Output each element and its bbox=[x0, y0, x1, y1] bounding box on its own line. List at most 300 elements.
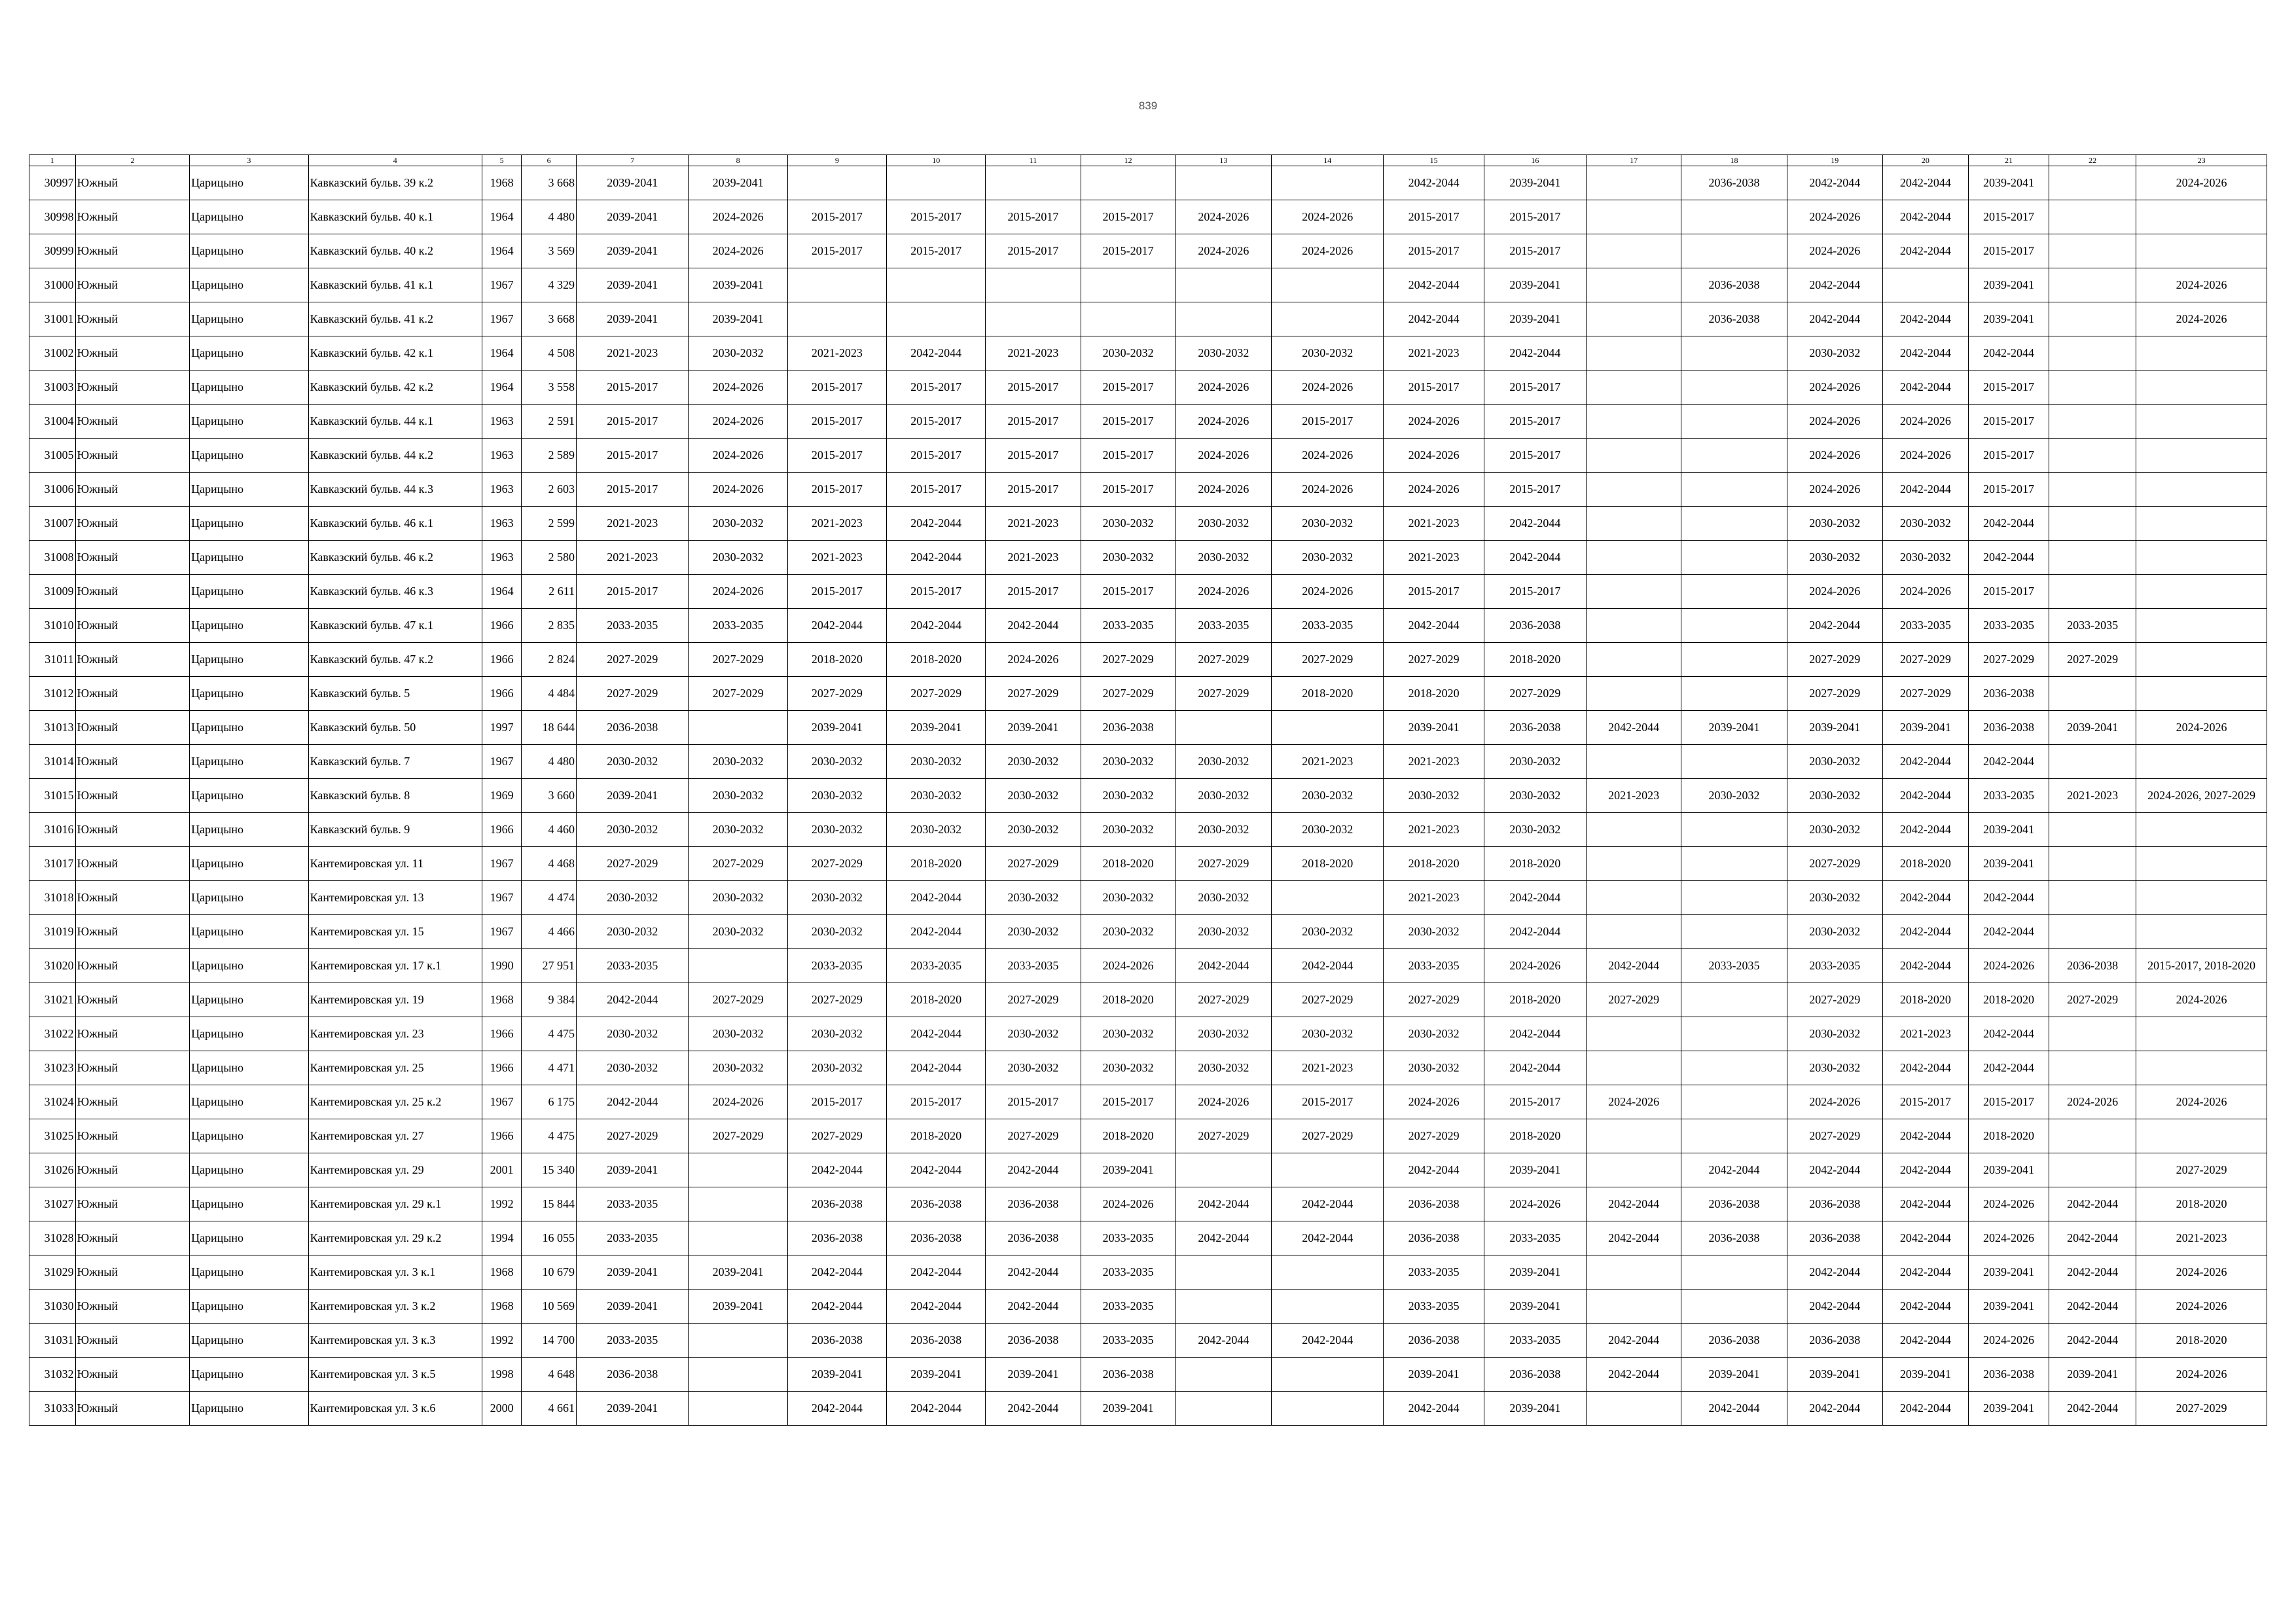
cell-period-17 bbox=[1587, 915, 1681, 949]
cell-period-9: 2015-2017 bbox=[787, 200, 886, 234]
cell-neighborhood: Царицыно bbox=[190, 949, 309, 983]
cell-period-13: 2027-2029 bbox=[1175, 983, 1271, 1017]
cell-year-built: 1966 bbox=[482, 813, 522, 847]
cell-period-7: 2021-2023 bbox=[577, 507, 689, 541]
cell-period-13: 2030-2032 bbox=[1175, 881, 1271, 915]
table-row bbox=[29, 439, 2267, 473]
cell-period-20: 2042-2044 bbox=[1882, 1119, 1968, 1153]
cell-period-9: 2021-2023 bbox=[787, 336, 886, 370]
cell-period-21: 2036-2038 bbox=[1968, 677, 2049, 711]
cell-period-11: 2042-2044 bbox=[986, 1255, 1081, 1290]
cell-period-7: 2042-2044 bbox=[577, 1085, 689, 1119]
cell-period-11: 2015-2017 bbox=[986, 200, 1081, 234]
cell-period-12: 2015-2017 bbox=[1081, 473, 1175, 507]
cell-period-16: 2039-2041 bbox=[1484, 302, 1586, 336]
cell-period-9: 2036-2038 bbox=[787, 1187, 886, 1221]
cell-period-17: 2042-2044 bbox=[1587, 711, 1681, 745]
cell-period-7: 2042-2044 bbox=[577, 983, 689, 1017]
cell-period-14: 2027-2029 bbox=[1272, 1119, 1384, 1153]
cell-period-17 bbox=[1587, 1119, 1681, 1153]
cell-period-9: 2027-2029 bbox=[787, 847, 886, 881]
cell-record-id: 31001 bbox=[29, 302, 76, 336]
cell-period-18: 2036-2038 bbox=[1681, 166, 1787, 200]
column-number-11: 11 bbox=[986, 155, 1081, 166]
cell-period-15: 2021-2023 bbox=[1384, 813, 1484, 847]
column-number-23: 23 bbox=[2136, 155, 2267, 166]
cell-year-built: 1967 bbox=[482, 915, 522, 949]
table-row bbox=[29, 711, 2267, 745]
table-row bbox=[29, 813, 2267, 847]
cell-period-15: 2033-2035 bbox=[1384, 949, 1484, 983]
cell-district: Южный bbox=[75, 473, 189, 507]
cell-period-7: 2030-2032 bbox=[577, 1017, 689, 1051]
column-number-12: 12 bbox=[1081, 155, 1175, 166]
cell-period-17 bbox=[1587, 881, 1681, 915]
cell-period-17 bbox=[1587, 541, 1681, 575]
cell-area: 2 611 bbox=[522, 575, 577, 609]
cell-period-7: 2015-2017 bbox=[577, 370, 689, 405]
cell-period-18 bbox=[1681, 983, 1787, 1017]
cell-area: 3 558 bbox=[522, 370, 577, 405]
cell-period-21: 2015-2017 bbox=[1968, 575, 2049, 609]
cell-period-7: 2039-2041 bbox=[577, 166, 689, 200]
cell-period-14 bbox=[1272, 1153, 1384, 1187]
cell-period-21: 2042-2044 bbox=[1968, 915, 2049, 949]
cell-period-9: 2036-2038 bbox=[787, 1221, 886, 1255]
cell-period-11: 2015-2017 bbox=[986, 439, 1081, 473]
cell-district: Южный bbox=[75, 370, 189, 405]
cell-period-15: 2030-2032 bbox=[1384, 779, 1484, 813]
cell-period-16: 2015-2017 bbox=[1484, 1085, 1586, 1119]
column-number-2: 2 bbox=[75, 155, 189, 166]
cell-address: Кавказский бульв. 47 к.1 bbox=[308, 609, 482, 643]
cell-period-17 bbox=[1587, 166, 1681, 200]
cell-year-built: 1967 bbox=[482, 1085, 522, 1119]
cell-period-18 bbox=[1681, 643, 1787, 677]
column-number-14: 14 bbox=[1272, 155, 1384, 166]
cell-period-22 bbox=[2049, 370, 2136, 405]
cell-period-8: 2030-2032 bbox=[689, 779, 787, 813]
cell-period-16: 2018-2020 bbox=[1484, 1119, 1586, 1153]
cell-record-id: 31011 bbox=[29, 643, 76, 677]
cell-period-11: 2030-2032 bbox=[986, 1051, 1081, 1085]
cell-period-7: 2033-2035 bbox=[577, 1324, 689, 1358]
table-row bbox=[29, 575, 2267, 609]
cell-neighborhood: Царицыно bbox=[190, 370, 309, 405]
cell-area: 4 508 bbox=[522, 336, 577, 370]
cell-period-7: 2027-2029 bbox=[577, 677, 689, 711]
cell-period-16: 2018-2020 bbox=[1484, 983, 1586, 1017]
cell-record-id: 31018 bbox=[29, 881, 76, 915]
cell-period-11: 2021-2023 bbox=[986, 507, 1081, 541]
cell-period-11: 2027-2029 bbox=[986, 677, 1081, 711]
cell-period-10: 2018-2020 bbox=[887, 847, 986, 881]
cell-period-19: 2024-2026 bbox=[1787, 200, 1882, 234]
cell-period-14 bbox=[1272, 881, 1384, 915]
cell-period-13: 2027-2029 bbox=[1175, 677, 1271, 711]
cell-period-9 bbox=[787, 166, 886, 200]
cell-neighborhood: Царицыно bbox=[190, 1358, 309, 1392]
cell-period-19: 2042-2044 bbox=[1787, 609, 1882, 643]
cell-period-21: 2015-2017 bbox=[1968, 473, 2049, 507]
cell-period-12 bbox=[1081, 166, 1175, 200]
cell-period-11: 2015-2017 bbox=[986, 1085, 1081, 1119]
cell-period-9: 2015-2017 bbox=[787, 405, 886, 439]
cell-period-15: 2033-2035 bbox=[1384, 1255, 1484, 1290]
cell-period-11: 2030-2032 bbox=[986, 779, 1081, 813]
cell-period-18 bbox=[1681, 370, 1787, 405]
cell-period-11: 2030-2032 bbox=[986, 813, 1081, 847]
cell-period-7: 2036-2038 bbox=[577, 1358, 689, 1392]
cell-area: 2 599 bbox=[522, 507, 577, 541]
cell-neighborhood: Царицыно bbox=[190, 302, 309, 336]
cell-period-13: 2030-2032 bbox=[1175, 915, 1271, 949]
cell-address: Кантемировская ул. 29 к.2 bbox=[308, 1221, 482, 1255]
cell-period-12: 2015-2017 bbox=[1081, 1085, 1175, 1119]
cell-record-id: 31002 bbox=[29, 336, 76, 370]
cell-period-16: 2039-2041 bbox=[1484, 1255, 1586, 1290]
cell-period-8 bbox=[689, 1153, 787, 1187]
cell-period-12 bbox=[1081, 268, 1175, 302]
cell-period-22 bbox=[2049, 336, 2136, 370]
cell-period-14: 2030-2032 bbox=[1272, 541, 1384, 575]
cell-period-13: 2027-2029 bbox=[1175, 1119, 1271, 1153]
cell-period-11: 2030-2032 bbox=[986, 915, 1081, 949]
cell-period-15: 2036-2038 bbox=[1384, 1221, 1484, 1255]
table-row bbox=[29, 1051, 2267, 1085]
cell-period-21: 2027-2029 bbox=[1968, 643, 2049, 677]
cell-period-16: 2024-2026 bbox=[1484, 949, 1586, 983]
cell-period-14: 2021-2023 bbox=[1272, 745, 1384, 779]
cell-period-10: 2042-2044 bbox=[887, 1051, 986, 1085]
cell-period-23 bbox=[2136, 575, 2267, 609]
cell-period-19: 2030-2032 bbox=[1787, 507, 1882, 541]
cell-period-12: 2015-2017 bbox=[1081, 405, 1175, 439]
cell-period-12: 2033-2035 bbox=[1081, 1221, 1175, 1255]
cell-period-19: 2042-2044 bbox=[1787, 1153, 1882, 1187]
cell-neighborhood: Царицыно bbox=[190, 643, 309, 677]
cell-period-14: 2024-2026 bbox=[1272, 439, 1384, 473]
cell-period-19: 2024-2026 bbox=[1787, 575, 1882, 609]
table-row bbox=[29, 200, 2267, 234]
cell-district: Южный bbox=[75, 200, 189, 234]
cell-record-id: 31029 bbox=[29, 1255, 76, 1290]
cell-period-19: 2030-2032 bbox=[1787, 541, 1882, 575]
table-row bbox=[29, 1119, 2267, 1153]
cell-period-14: 2033-2035 bbox=[1272, 609, 1384, 643]
cell-period-13: 2030-2032 bbox=[1175, 507, 1271, 541]
cell-address: Кавказский бульв. 50 bbox=[308, 711, 482, 745]
table-row bbox=[29, 1392, 2267, 1426]
cell-record-id: 30997 bbox=[29, 166, 76, 200]
cell-period-9: 2030-2032 bbox=[787, 1051, 886, 1085]
cell-year-built: 1969 bbox=[482, 779, 522, 813]
cell-period-19: 2027-2029 bbox=[1787, 677, 1882, 711]
cell-record-id: 31030 bbox=[29, 1290, 76, 1324]
cell-address: Кавказский бульв. 46 к.2 bbox=[308, 541, 482, 575]
cell-period-9: 2030-2032 bbox=[787, 1017, 886, 1051]
table-row bbox=[29, 779, 2267, 813]
cell-period-8: 2027-2029 bbox=[689, 643, 787, 677]
cell-district: Южный bbox=[75, 336, 189, 370]
cell-period-7: 2033-2035 bbox=[577, 1187, 689, 1221]
column-number-5: 5 bbox=[482, 155, 522, 166]
cell-neighborhood: Царицыно bbox=[190, 813, 309, 847]
cell-year-built: 1963 bbox=[482, 541, 522, 575]
cell-period-22 bbox=[2049, 847, 2136, 881]
cell-period-10: 2015-2017 bbox=[887, 370, 986, 405]
cell-area: 6 175 bbox=[522, 1085, 577, 1119]
cell-period-9: 2030-2032 bbox=[787, 881, 886, 915]
table-row bbox=[29, 370, 2267, 405]
cell-period-15: 2021-2023 bbox=[1384, 336, 1484, 370]
cell-neighborhood: Царицыно bbox=[190, 1051, 309, 1085]
cell-period-23 bbox=[2136, 609, 2267, 643]
table-row bbox=[29, 915, 2267, 949]
cell-record-id: 31031 bbox=[29, 1324, 76, 1358]
cell-district: Южный bbox=[75, 1290, 189, 1324]
cell-period-12: 2039-2041 bbox=[1081, 1153, 1175, 1187]
cell-period-8: 2039-2041 bbox=[689, 302, 787, 336]
cell-period-23 bbox=[2136, 541, 2267, 575]
column-number-6: 6 bbox=[522, 155, 577, 166]
cell-period-11: 2015-2017 bbox=[986, 473, 1081, 507]
cell-neighborhood: Царицыно bbox=[190, 983, 309, 1017]
cell-period-23: 2024-2026 bbox=[2136, 166, 2267, 200]
cell-address: Кантемировская ул. 15 bbox=[308, 915, 482, 949]
page-number: 839 bbox=[1138, 99, 1158, 112]
cell-period-9: 2042-2044 bbox=[787, 1153, 886, 1187]
cell-period-18 bbox=[1681, 541, 1787, 575]
cell-period-16: 2039-2041 bbox=[1484, 1290, 1586, 1324]
cell-period-13: 2024-2026 bbox=[1175, 1085, 1271, 1119]
cell-period-12: 2030-2032 bbox=[1081, 1017, 1175, 1051]
cell-period-14: 2024-2026 bbox=[1272, 234, 1384, 268]
table-row bbox=[29, 745, 2267, 779]
cell-period-23: 2015-2017, 2018-2020 bbox=[2136, 949, 2267, 983]
cell-period-18: 2030-2032 bbox=[1681, 779, 1787, 813]
cell-district: Южный bbox=[75, 677, 189, 711]
cell-period-22 bbox=[2049, 677, 2136, 711]
cell-address: Кантемировская ул. 3 к.2 bbox=[308, 1290, 482, 1324]
column-number-20: 20 bbox=[1882, 155, 1968, 166]
cell-period-10: 2042-2044 bbox=[887, 609, 986, 643]
cell-record-id: 31010 bbox=[29, 609, 76, 643]
cell-period-21: 2039-2041 bbox=[1968, 1153, 2049, 1187]
cell-period-7: 2027-2029 bbox=[577, 1119, 689, 1153]
cell-district: Южный bbox=[75, 405, 189, 439]
cell-period-12: 2030-2032 bbox=[1081, 881, 1175, 915]
table-body bbox=[29, 166, 2267, 1426]
cell-period-19: 2030-2032 bbox=[1787, 915, 1882, 949]
cell-area: 14 700 bbox=[522, 1324, 577, 1358]
cell-year-built: 2000 bbox=[482, 1392, 522, 1426]
cell-year-built: 1966 bbox=[482, 1017, 522, 1051]
cell-period-19: 2030-2032 bbox=[1787, 779, 1882, 813]
cell-period-20: 2042-2044 bbox=[1882, 1255, 1968, 1290]
cell-period-21: 2039-2041 bbox=[1968, 1290, 2049, 1324]
cell-period-18 bbox=[1681, 1051, 1787, 1085]
cell-period-17 bbox=[1587, 677, 1681, 711]
table-row bbox=[29, 234, 2267, 268]
cell-period-8: 2024-2026 bbox=[689, 439, 787, 473]
cell-period-21: 2018-2020 bbox=[1968, 1119, 2049, 1153]
column-number-17: 17 bbox=[1587, 155, 1681, 166]
cell-period-22: 2042-2044 bbox=[2049, 1324, 2136, 1358]
cell-district: Южный bbox=[75, 949, 189, 983]
cell-area: 15 340 bbox=[522, 1153, 577, 1187]
cell-period-22 bbox=[2049, 881, 2136, 915]
cell-period-8: 2030-2032 bbox=[689, 745, 787, 779]
cell-period-15: 2042-2044 bbox=[1384, 166, 1484, 200]
cell-period-15: 2030-2032 bbox=[1384, 1051, 1484, 1085]
cell-year-built: 1992 bbox=[482, 1187, 522, 1221]
cell-period-19: 2042-2044 bbox=[1787, 166, 1882, 200]
cell-address: Кавказский бульв. 42 к.1 bbox=[308, 336, 482, 370]
cell-address: Кантемировская ул. 3 к.3 bbox=[308, 1324, 482, 1358]
cell-area: 3 660 bbox=[522, 779, 577, 813]
cell-period-11: 2042-2044 bbox=[986, 1153, 1081, 1187]
cell-period-8 bbox=[689, 1358, 787, 1392]
cell-period-20: 2042-2044 bbox=[1882, 302, 1968, 336]
cell-period-21: 2024-2026 bbox=[1968, 1221, 2049, 1255]
cell-period-9 bbox=[787, 302, 886, 336]
cell-period-16: 2039-2041 bbox=[1484, 166, 1586, 200]
table-row bbox=[29, 336, 2267, 370]
cell-period-11: 2015-2017 bbox=[986, 370, 1081, 405]
cell-period-16: 2030-2032 bbox=[1484, 779, 1586, 813]
cell-period-13: 2024-2026 bbox=[1175, 405, 1271, 439]
cell-period-20: 2042-2044 bbox=[1882, 1324, 1968, 1358]
cell-period-19: 2030-2032 bbox=[1787, 1017, 1882, 1051]
cell-period-22 bbox=[2049, 541, 2136, 575]
cell-period-11 bbox=[986, 302, 1081, 336]
cell-period-12: 2033-2035 bbox=[1081, 609, 1175, 643]
cell-period-10: 2030-2032 bbox=[887, 779, 986, 813]
cell-period-10: 2015-2017 bbox=[887, 200, 986, 234]
cell-period-17 bbox=[1587, 1051, 1681, 1085]
cell-year-built: 1992 bbox=[482, 1324, 522, 1358]
cell-period-15: 2036-2038 bbox=[1384, 1324, 1484, 1358]
cell-period-20: 2018-2020 bbox=[1882, 983, 1968, 1017]
cell-period-11: 2036-2038 bbox=[986, 1324, 1081, 1358]
cell-period-9: 2027-2029 bbox=[787, 677, 886, 711]
cell-period-10: 2015-2017 bbox=[887, 405, 986, 439]
cell-period-11: 2021-2023 bbox=[986, 541, 1081, 575]
cell-district: Южный bbox=[75, 1221, 189, 1255]
cell-period-15: 2042-2044 bbox=[1384, 302, 1484, 336]
cell-period-19: 2042-2044 bbox=[1787, 268, 1882, 302]
cell-area: 2 603 bbox=[522, 473, 577, 507]
cell-neighborhood: Царицыно bbox=[190, 1290, 309, 1324]
cell-district: Южный bbox=[75, 1187, 189, 1221]
cell-period-22: 2042-2044 bbox=[2049, 1290, 2136, 1324]
cell-period-9: 2030-2032 bbox=[787, 779, 886, 813]
cell-period-22 bbox=[2049, 1017, 2136, 1051]
cell-period-18 bbox=[1681, 609, 1787, 643]
cell-period-14: 2021-2023 bbox=[1272, 1051, 1384, 1085]
cell-district: Южный bbox=[75, 813, 189, 847]
cell-period-10: 2018-2020 bbox=[887, 983, 986, 1017]
cell-period-15: 2015-2017 bbox=[1384, 234, 1484, 268]
cell-period-15: 2042-2044 bbox=[1384, 1392, 1484, 1426]
cell-period-7: 2030-2032 bbox=[577, 1051, 689, 1085]
cell-period-18 bbox=[1681, 336, 1787, 370]
cell-period-23: 2024-2026 bbox=[2136, 302, 2267, 336]
cell-period-14: 2042-2044 bbox=[1272, 1187, 1384, 1221]
cell-period-12: 2015-2017 bbox=[1081, 200, 1175, 234]
cell-period-20: 2030-2032 bbox=[1882, 541, 1968, 575]
cell-period-16: 2036-2038 bbox=[1484, 711, 1586, 745]
cell-period-17 bbox=[1587, 1255, 1681, 1290]
cell-period-14: 2027-2029 bbox=[1272, 983, 1384, 1017]
cell-period-21: 2042-2044 bbox=[1968, 507, 2049, 541]
cell-period-16: 2039-2041 bbox=[1484, 268, 1586, 302]
cell-period-9: 2015-2017 bbox=[787, 370, 886, 405]
table-row bbox=[29, 1187, 2267, 1221]
cell-neighborhood: Царицыно bbox=[190, 677, 309, 711]
cell-address: Кантемировская ул. 29 к.1 bbox=[308, 1187, 482, 1221]
cell-period-20: 2030-2032 bbox=[1882, 507, 1968, 541]
cell-period-11: 2021-2023 bbox=[986, 336, 1081, 370]
cell-period-23 bbox=[2136, 507, 2267, 541]
cell-year-built: 1964 bbox=[482, 370, 522, 405]
cell-period-17 bbox=[1587, 200, 1681, 234]
cell-period-14: 2030-2032 bbox=[1272, 1017, 1384, 1051]
cell-period-10: 2027-2029 bbox=[887, 677, 986, 711]
cell-year-built: 1998 bbox=[482, 1358, 522, 1392]
column-number-15: 15 bbox=[1384, 155, 1484, 166]
cell-period-23 bbox=[2136, 1017, 2267, 1051]
cell-record-id: 31013 bbox=[29, 711, 76, 745]
cell-year-built: 1967 bbox=[482, 745, 522, 779]
cell-period-22 bbox=[2049, 1051, 2136, 1085]
cell-period-14 bbox=[1272, 1290, 1384, 1324]
cell-period-7: 2039-2041 bbox=[577, 1392, 689, 1426]
cell-neighborhood: Царицыно bbox=[190, 609, 309, 643]
cell-period-15: 2015-2017 bbox=[1384, 370, 1484, 405]
cell-period-20: 2042-2044 bbox=[1882, 881, 1968, 915]
cell-period-7: 2015-2017 bbox=[577, 473, 689, 507]
cell-neighborhood: Царицыно bbox=[190, 711, 309, 745]
cell-period-23: 2024-2026, 2027-2029 bbox=[2136, 779, 2267, 813]
cell-period-18 bbox=[1681, 473, 1787, 507]
cell-period-22 bbox=[2049, 507, 2136, 541]
cell-district: Южный bbox=[75, 745, 189, 779]
cell-record-id: 31028 bbox=[29, 1221, 76, 1255]
cell-period-15: 2030-2032 bbox=[1384, 915, 1484, 949]
cell-period-20: 2042-2044 bbox=[1882, 234, 1968, 268]
cell-record-id: 30999 bbox=[29, 234, 76, 268]
cell-district: Южный bbox=[75, 234, 189, 268]
cell-year-built: 1968 bbox=[482, 1290, 522, 1324]
cell-period-8: 2024-2026 bbox=[689, 200, 787, 234]
cell-period-15: 2021-2023 bbox=[1384, 541, 1484, 575]
cell-period-12: 2030-2032 bbox=[1081, 336, 1175, 370]
cell-district: Южный bbox=[75, 847, 189, 881]
cell-area: 2 824 bbox=[522, 643, 577, 677]
cell-period-23 bbox=[2136, 813, 2267, 847]
cell-period-20: 2042-2044 bbox=[1882, 336, 1968, 370]
cell-period-12: 2030-2032 bbox=[1081, 745, 1175, 779]
cell-period-20: 2042-2044 bbox=[1882, 370, 1968, 405]
cell-period-17 bbox=[1587, 439, 1681, 473]
cell-period-21: 2033-2035 bbox=[1968, 779, 2049, 813]
cell-year-built: 1964 bbox=[482, 575, 522, 609]
cell-period-13: 2024-2026 bbox=[1175, 234, 1271, 268]
cell-period-18: 2039-2041 bbox=[1681, 1358, 1787, 1392]
cell-period-20 bbox=[1882, 268, 1968, 302]
